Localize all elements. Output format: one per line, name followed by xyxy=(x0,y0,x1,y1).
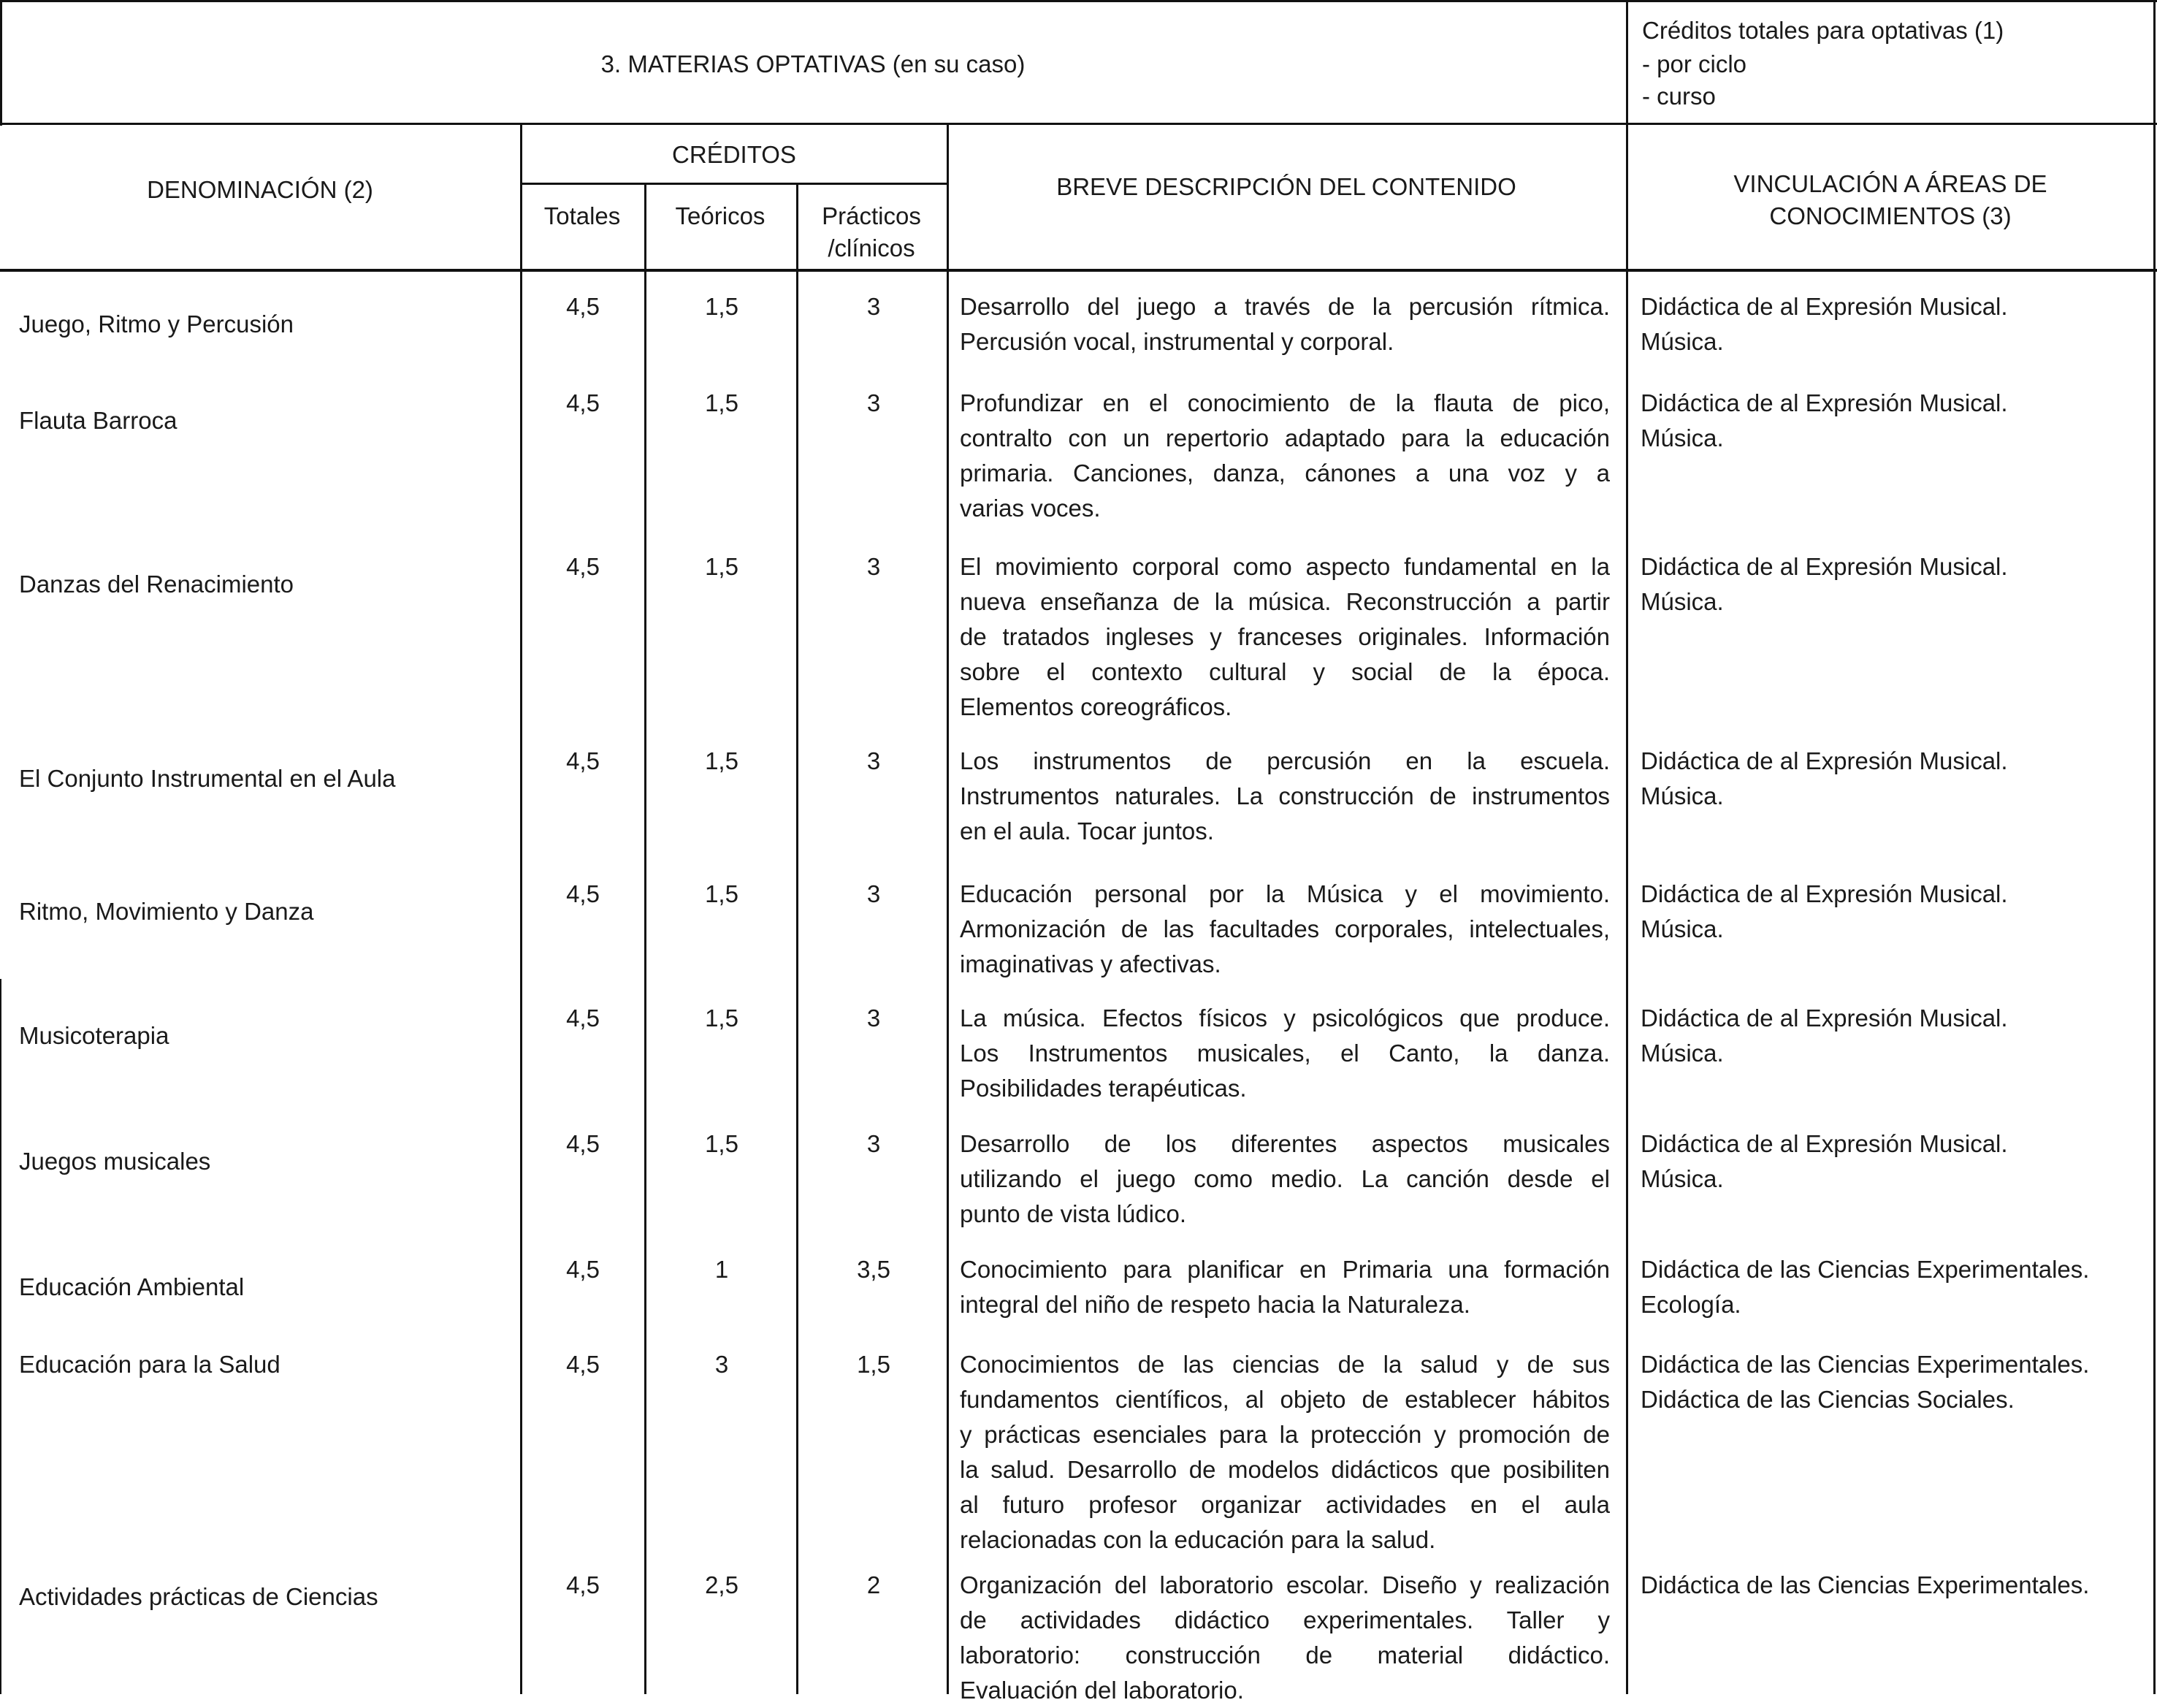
description-line: Los instrumentos de percusión en la escuela. xyxy=(960,747,1610,774)
credits-practicos: 2 xyxy=(866,1571,881,1598)
rule-header-divider xyxy=(1626,0,1628,1694)
description xyxy=(960,386,1610,526)
knowledge-areas xyxy=(1641,1252,2145,1322)
description xyxy=(960,744,1610,849)
subject-name: Actividades prácticas de Ciencias xyxy=(19,1583,378,1610)
description-line: Organización del laboratorio escolar. Diseño y realización xyxy=(960,1571,1610,1598)
description-line: Elementos coreográficos. xyxy=(960,693,1232,720)
credits-totales: 4,5 xyxy=(566,293,600,320)
rule-col-practicos xyxy=(796,184,798,1694)
rule-creditos-sub xyxy=(520,183,948,185)
credits-teoricos: 1,5 xyxy=(705,553,738,580)
credits-practicos: 1,5 xyxy=(857,1351,890,1378)
rule-top xyxy=(0,0,2157,2)
area-line: Didáctica de al Expresión Musical. xyxy=(1641,389,2008,416)
description xyxy=(960,1347,1610,1558)
description-line: contralto con un repertorio adaptado para la educación xyxy=(960,424,1610,451)
col-header-descripcion: BREVE DESCRIPCIÓN DEL CONTENIDO xyxy=(1056,173,1516,200)
description-line: Instrumentos naturales. La construcción de instrumentos xyxy=(960,782,1610,809)
description-line: Los Instrumentos musicales, el Canto, la danza. xyxy=(960,1040,1610,1067)
description-line: y prácticas esenciales para la protección y promoción de xyxy=(960,1421,1610,1448)
area-line: Didáctica de al Expresión Musical. xyxy=(1641,880,2008,907)
credits-totales: 4,5 xyxy=(566,1256,600,1283)
knowledge-areas xyxy=(1641,386,2145,456)
credits-totales: 4,5 xyxy=(566,1351,600,1378)
description xyxy=(960,1126,1610,1232)
subject-name: El Conjunto Instrumental en el Aula xyxy=(19,765,396,792)
knowledge-areas xyxy=(1641,289,2145,359)
section-title: 3. MATERIAS OPTATIVAS (en su caso) xyxy=(600,50,1026,77)
description-line: Evaluación del laboratorio. xyxy=(960,1677,1244,1704)
area-line: Música. xyxy=(1641,588,1724,615)
description xyxy=(960,1252,1610,1322)
area-line: Música. xyxy=(1641,915,1724,942)
col-header-totales: Totales xyxy=(543,202,621,229)
rule-right xyxy=(2153,0,2156,1694)
area-line: Didáctica de al Expresión Musical. xyxy=(1641,747,2008,774)
description-line: Desarrollo del juego a través de la percusión rítmica. xyxy=(960,293,1610,320)
rule-header-bottom xyxy=(0,123,2157,125)
subject-name: Danzas del Renacimiento xyxy=(19,571,294,598)
area-line: Didáctica de las Ciencias Experimentales. xyxy=(1641,1256,2090,1283)
description xyxy=(960,1568,1610,1708)
description-line: imaginativas y afectivas. xyxy=(960,950,1221,977)
rule-col-left-lower xyxy=(0,979,1,1694)
credits-total-line: - curso xyxy=(1642,83,1716,110)
description-line: al futuro profesor organizar actividades en el aula xyxy=(960,1491,1610,1518)
description xyxy=(960,289,1610,359)
knowledge-areas xyxy=(1641,877,2145,947)
credits-teoricos: 1,5 xyxy=(705,389,738,416)
description-line: La música. Efectos físicos y psicológicos que produce. xyxy=(960,1004,1610,1032)
area-line: Didáctica de al Expresión Musical. xyxy=(1641,1004,2008,1032)
subject-name: Ritmo, Movimiento y Danza xyxy=(19,898,314,925)
knowledge-areas xyxy=(1641,549,2145,619)
area-line: Didáctica de las Ciencias Experimentales. xyxy=(1641,1351,2090,1378)
rule-columns-bottom xyxy=(0,269,2157,272)
area-line: Didáctica de al Expresión Musical. xyxy=(1641,1130,2008,1157)
area-line: Didáctica de al Expresión Musical. xyxy=(1641,553,2008,580)
credits-practicos: 3,5 xyxy=(857,1256,890,1283)
credits-totales: 4,5 xyxy=(566,880,600,907)
credits-practicos: 3 xyxy=(866,389,881,416)
description-line: Educación personal por la Música y el movimiento. xyxy=(960,880,1610,907)
col-header-denominacion: DENOMINACIÓN (2) xyxy=(147,176,373,203)
area-line: Música. xyxy=(1641,1040,1724,1067)
rule-col-teoricos xyxy=(644,184,646,1694)
credits-totales: 4,5 xyxy=(566,747,600,774)
description xyxy=(960,877,1610,982)
subject-name: Musicoterapia xyxy=(19,1022,169,1049)
description-line: Percusión vocal, instrumental y corporal. xyxy=(960,328,1394,355)
description-line: la salud. Desarrollo de modelos didácticos que posibiliten xyxy=(960,1456,1610,1483)
col-header-practicos: Prácticos xyxy=(822,202,921,229)
credits-total-box xyxy=(1642,13,2146,113)
credits-teoricos: 1,5 xyxy=(705,747,738,774)
description-line: Conocimiento para planificar en Primaria una formación xyxy=(960,1256,1610,1283)
subject-name: Juego, Ritmo y Percusión xyxy=(19,310,294,338)
credits-teoricos: 1,5 xyxy=(705,1130,738,1157)
knowledge-areas xyxy=(1641,1001,2145,1071)
description-line: varias voces. xyxy=(960,495,1101,522)
credits-teoricos: 1,5 xyxy=(705,880,738,907)
credits-practicos: 3 xyxy=(866,1130,881,1157)
area-line: Didáctica de las Ciencias Sociales. xyxy=(1641,1386,2015,1413)
area-line: Música. xyxy=(1641,328,1724,355)
credits-practicos: 3 xyxy=(866,293,881,320)
subject-name: Educación para la Salud xyxy=(19,1351,280,1378)
description xyxy=(960,1001,1610,1106)
description-line: nueva enseñanza de la música. Reconstrucción a partir xyxy=(960,588,1610,615)
credits-total-line: Créditos totales para optativas (1) xyxy=(1642,17,2004,44)
subject-name: Flauta Barroca xyxy=(19,407,177,434)
knowledge-areas xyxy=(1641,744,2145,814)
rule-col-descripcion xyxy=(947,123,949,1694)
credits-totales: 4,5 xyxy=(566,389,600,416)
description-line: punto de vista lúdico. xyxy=(960,1200,1187,1227)
credits-totales: 4,5 xyxy=(566,553,600,580)
credits-teoricos: 1 xyxy=(714,1256,729,1283)
area-line: Didáctica de al Expresión Musical. xyxy=(1641,293,2008,320)
description-line: de actividades didáctico experimentales. Taller y xyxy=(960,1606,1610,1633)
credits-totales: 4,5 xyxy=(566,1130,600,1157)
area-line: Didáctica de las Ciencias Experimentales. xyxy=(1641,1571,2090,1598)
credits-totales: 4,5 xyxy=(566,1571,600,1598)
knowledge-areas xyxy=(1641,1568,2145,1603)
area-line: Ecología. xyxy=(1641,1291,1741,1318)
credits-total-line: - por ciclo xyxy=(1642,50,1747,77)
knowledge-areas xyxy=(1641,1347,2145,1417)
description-line: en el aula. Tocar juntos. xyxy=(960,817,1214,845)
description-line: Desarrollo de los diferentes aspectos musicales xyxy=(960,1130,1610,1157)
description-line: El movimiento corporal como aspecto fundamental en la xyxy=(960,553,1610,580)
col-header-teoricos: Teóricos xyxy=(675,202,766,229)
subject-name: Educación Ambiental xyxy=(19,1273,245,1300)
credits-practicos: 3 xyxy=(866,1004,881,1032)
description-line: Profundizar en el conocimiento de la flauta de pico, xyxy=(960,389,1610,416)
credits-practicos: 3 xyxy=(866,880,881,907)
description-line: Armonización de las facultades corporales, intelectuales, xyxy=(960,915,1610,942)
description-line: fundamentos científicos, al objeto de establecer hábitos xyxy=(960,1386,1610,1413)
description-line: relacionadas con la educación para la salud. xyxy=(960,1526,1436,1553)
area-line: Música. xyxy=(1641,1165,1724,1192)
area-line: Música. xyxy=(1641,782,1724,809)
credits-totales: 4,5 xyxy=(566,1004,600,1032)
area-line: Música. xyxy=(1641,424,1724,451)
description-line: utilizando el juego como medio. La canción desde el xyxy=(960,1165,1610,1192)
subject-name: Juegos musicales xyxy=(19,1148,211,1175)
description-line: de tratados ingleses y franceses originales. Información xyxy=(960,623,1610,650)
description-line: Conocimientos de las ciencias de la salud y de sus xyxy=(960,1351,1610,1378)
description-line: sobre el contexto cultural y social de la época. xyxy=(960,658,1610,685)
col-header-vinculacion-2: CONOCIMIENTOS (3) xyxy=(1769,202,2012,229)
credits-practicos: 3 xyxy=(866,747,881,774)
credits-teoricos: 1,5 xyxy=(705,293,738,320)
description-line: Posibilidades terapéuticas. xyxy=(960,1075,1247,1102)
col-header-practicos-2: /clínicos xyxy=(828,235,915,262)
knowledge-areas xyxy=(1641,1126,2145,1197)
credits-teoricos: 1,5 xyxy=(705,1004,738,1032)
col-header-vinculacion: VINCULACIÓN A ÁREAS DE xyxy=(1733,170,2047,197)
description-line: primaria. Canciones, danza, cánones a una voz y a xyxy=(960,460,1610,487)
credits-teoricos: 3 xyxy=(714,1351,729,1378)
description-line: integral del niño de respeto hacia la Naturaleza. xyxy=(960,1291,1470,1318)
credits-practicos: 3 xyxy=(866,553,881,580)
credits-teoricos: 2,5 xyxy=(705,1571,738,1598)
description-line: laboratorio: construcción de material didáctico. xyxy=(960,1642,1610,1669)
rule-col-totales xyxy=(520,123,522,1694)
description xyxy=(960,549,1610,725)
col-header-creditos: CRÉDITOS xyxy=(672,141,796,168)
